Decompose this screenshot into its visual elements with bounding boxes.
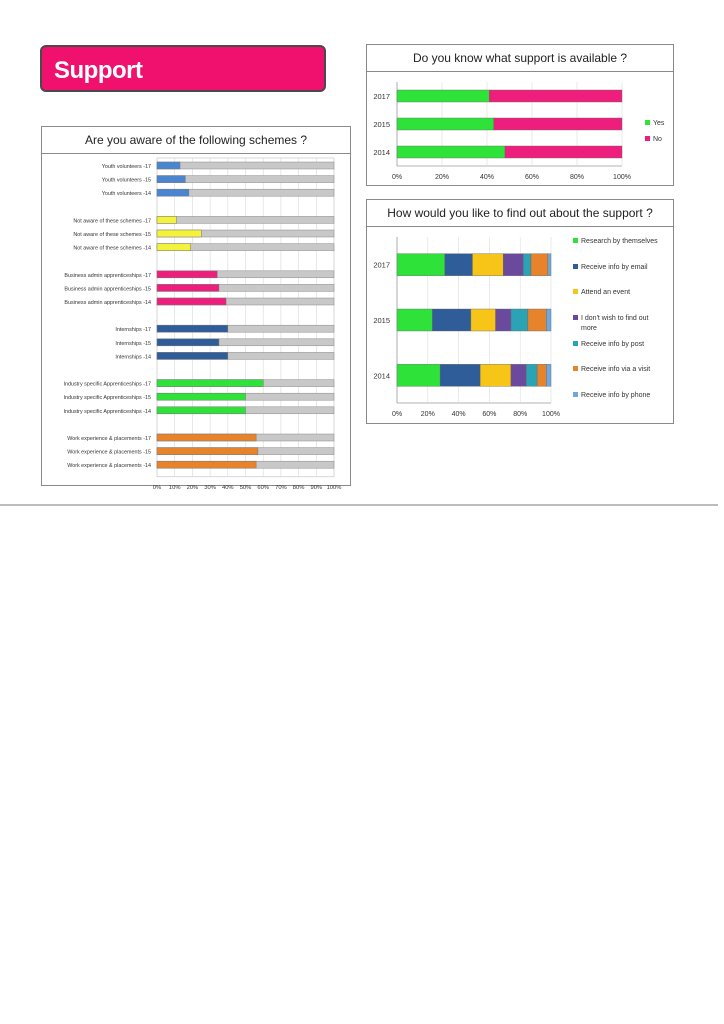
schemes-row-label: Business admin apprenticeships -14	[64, 300, 151, 306]
know-tick-label: 40%	[479, 174, 495, 181]
schemes-tick-label: 70%	[275, 484, 287, 491]
schemes-bar	[157, 244, 191, 251]
section-title: Support	[54, 57, 143, 84]
schemes-bar	[157, 189, 189, 196]
find-legend-swatch	[573, 238, 578, 243]
page-divider	[0, 504, 718, 506]
schemes-bar	[157, 380, 263, 387]
schemes-bar	[157, 216, 176, 223]
find-legend-label: Receive info via a visit	[581, 366, 651, 373]
find-bar-segment	[503, 254, 523, 276]
schemes-tick-label: 100%	[326, 484, 342, 491]
schemes-row-label: Business admin apprenticeships -17	[64, 272, 151, 279]
know-tick-label: 60%	[524, 174, 540, 181]
schemes-chart	[41, 154, 351, 491]
schemes-tick-label: 90%	[310, 484, 323, 491]
know-bar-segment	[489, 90, 622, 102]
know-legend-swatch	[645, 136, 650, 141]
schemes-bar	[157, 298, 226, 305]
schemes-bar	[157, 284, 219, 291]
know-tick-label: 80%	[569, 174, 585, 181]
schemes-bar	[157, 325, 228, 332]
know-category-label: 2017	[373, 92, 390, 101]
schemes-tick-label: 10%	[168, 484, 181, 491]
find-legend-label: Receive info by email	[581, 264, 648, 271]
schemes-bar	[157, 461, 256, 468]
schemes-row-label: Not aware of these schemes -17	[73, 218, 151, 225]
schemes-tick-label: 0%	[152, 484, 162, 491]
know-category-label: 2015	[373, 120, 390, 129]
schemes-bar	[157, 339, 219, 346]
know-bar-segment	[397, 146, 505, 158]
schemes-row-label: Not aware of these schemes -15	[73, 232, 151, 238]
find-legend-swatch	[573, 366, 578, 371]
know-category-label: 2014	[373, 148, 390, 157]
find-legend-label: Receive info by phone	[581, 392, 651, 399]
know-tick-label: 20%	[434, 174, 450, 181]
find-category-label: 2017	[373, 260, 390, 270]
find-tick-label: 20%	[420, 411, 435, 418]
schemes-tick-label: 20%	[186, 484, 199, 491]
schemes-tick-label: 30%	[204, 484, 216, 491]
find-bar-segment	[537, 364, 546, 386]
schemes-row-label: Industry specific Apprenticeships -14	[63, 408, 151, 415]
find-bar-segment	[397, 364, 440, 386]
schemes-bar	[157, 176, 185, 183]
find-legend-label: Receive info by post	[581, 341, 645, 348]
schemes-row-label: Work experience & placements -15	[67, 449, 151, 456]
find-legend-swatch	[573, 392, 578, 397]
know-legend-label: Yes	[653, 120, 665, 127]
schemes-bar	[157, 271, 217, 278]
know-bar-segment	[397, 90, 489, 102]
find-bar-segment	[523, 254, 531, 276]
find-bar-segment	[472, 254, 503, 276]
find-bar-segment	[432, 309, 471, 331]
find-legend-swatch	[573, 341, 578, 346]
find-bar-segment	[511, 364, 526, 386]
find-bar-segment	[511, 309, 528, 331]
find-legend-swatch	[573, 289, 578, 294]
find-bar-segment	[440, 364, 480, 386]
find-bar-segment	[397, 309, 432, 331]
find-tick-label: 0%	[391, 411, 403, 418]
know-legend-swatch	[645, 120, 650, 125]
section-banner	[40, 45, 326, 92]
schemes-bar	[157, 393, 246, 400]
schemes-bar	[157, 448, 258, 455]
schemes-row-label: Internships -14	[115, 354, 151, 361]
schemes-bar	[157, 407, 246, 414]
find-legend-swatch	[573, 315, 578, 320]
find-tick-label: 100%	[542, 411, 560, 418]
schemes-chart-title: Are you aware of the following schemes ?	[41, 126, 351, 154]
find-out-chart-title: How would you like to find out about the support ?	[366, 199, 674, 227]
find-bar-segment	[480, 364, 511, 386]
know-bar-segment	[397, 118, 494, 130]
schemes-row-label: Youth volunteers -14	[101, 191, 151, 198]
schemes-bar	[157, 230, 201, 237]
know-support-chart	[366, 72, 674, 186]
schemes-row-label: Business admin apprenticeships -15	[64, 286, 151, 293]
schemes-bar	[157, 352, 228, 359]
schemes-tick-label: 60%	[257, 484, 270, 491]
schemes-row-label: Industry specific Apprenticeships -17	[63, 381, 151, 388]
schemes-row-label: Youth volunteers -15	[101, 177, 151, 184]
schemes-row-label: Not aware of these schemes -14	[73, 245, 151, 252]
find-bar-segment	[548, 254, 551, 276]
know-support-chart-title: Do you know what support is available ?	[366, 44, 674, 72]
find-legend-label: Attend an event	[581, 289, 631, 296]
schemes-row-label: Work experience & placements -17	[67, 436, 151, 442]
find-legend-label: Research by themselves	[581, 238, 658, 245]
find-category-label: 2015	[373, 316, 390, 325]
find-bar-segment	[546, 364, 551, 386]
schemes-bar	[157, 434, 256, 441]
schemes-bar-bg	[157, 162, 334, 169]
find-bar-segment	[496, 309, 511, 331]
find-legend-label: I don't wish to find out	[581, 315, 649, 322]
schemes-row-label: Youth volunteers -17	[101, 164, 151, 170]
find-bar-segment	[471, 309, 496, 331]
find-bar-segment	[531, 254, 548, 276]
schemes-row-label: Work experience & placements -14	[67, 463, 151, 470]
find-tick-label: 40%	[451, 411, 466, 418]
know-tick-label: 0%	[391, 174, 403, 181]
find-bar-segment	[397, 254, 445, 276]
know-bar-segment	[494, 118, 622, 130]
schemes-row-label: Internships -17	[115, 327, 151, 334]
schemes-bar-bg	[157, 216, 334, 223]
schemes-tick-label: 80%	[292, 484, 305, 491]
know-tick-label: 100%	[613, 174, 631, 181]
find-tick-label: 60%	[482, 411, 497, 418]
find-legend-swatch	[573, 264, 578, 269]
find-bar-segment	[546, 309, 551, 331]
find-bar-segment	[445, 254, 473, 276]
find-legend-label-cont: more	[581, 325, 597, 332]
schemes-bar	[157, 162, 180, 169]
find-category-label: 2014	[373, 371, 390, 381]
find-out-chart	[366, 227, 674, 424]
schemes-row-label: Internships -15	[115, 340, 151, 347]
schemes-row-label: Industry specific Apprenticeships -15	[63, 395, 151, 402]
schemes-tick-label: 50%	[239, 484, 252, 491]
find-bar-segment	[528, 309, 546, 331]
know-bar-segment	[505, 146, 622, 158]
know-legend-label: No	[653, 136, 662, 143]
find-bar-segment	[526, 364, 537, 386]
find-tick-label: 80%	[513, 411, 528, 418]
schemes-tick-label: 40%	[221, 484, 234, 491]
